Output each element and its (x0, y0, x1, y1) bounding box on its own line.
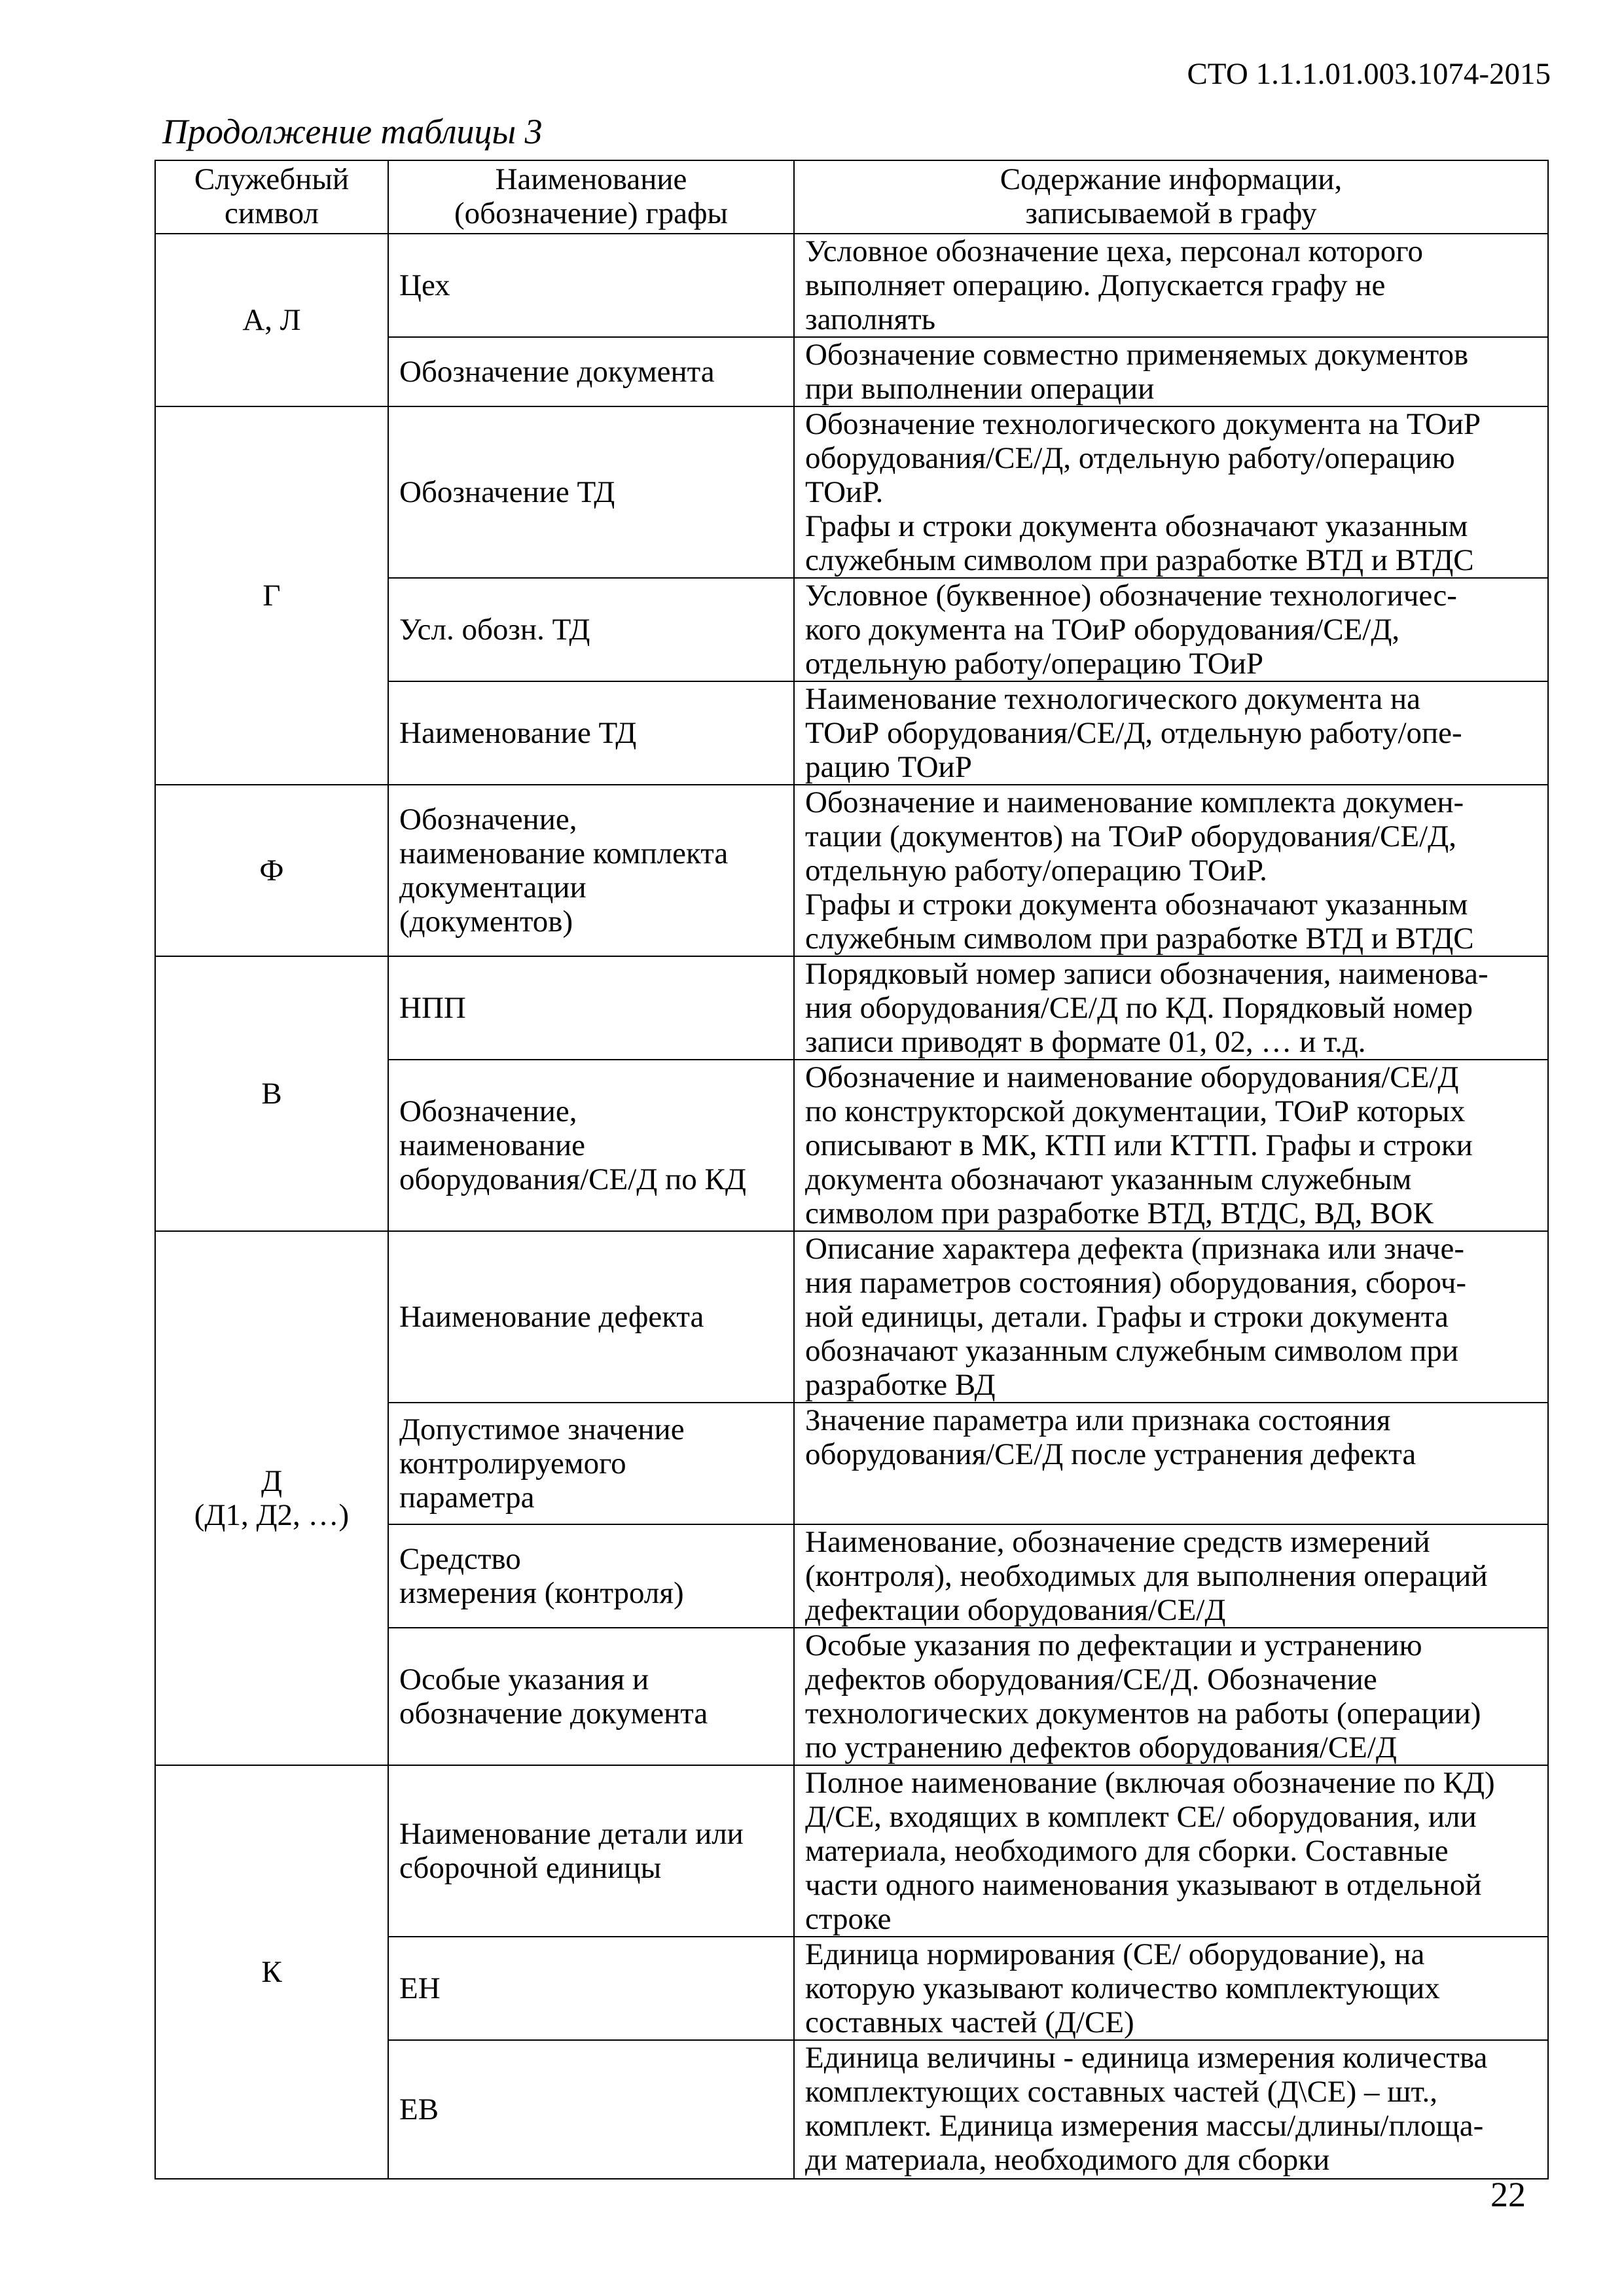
table-row (155, 1231, 1548, 1403)
symbol-cell: А, Л (155, 234, 388, 406)
document-code: СТО 1.1.1.01.003.1074-2015 (1187, 57, 1551, 91)
symbol-cell: Г (155, 406, 388, 785)
field-name-cell: НПП (388, 956, 794, 1060)
column-header-symbol: Служебный символ (155, 160, 388, 234)
field-content-cell: Порядковый номер записи обозначения, наименова- ния оборудования/СЕ/Д по КД. Порядковый номер записи приводят в формате 01, 02, … и т.д. (794, 956, 1548, 1060)
symbol-cell: К (155, 1765, 388, 2179)
field-name-cell: Допустимое значение контролируемого параметра (388, 1403, 794, 1524)
field-name-cell: Средство измерения (контроля) (388, 1524, 794, 1628)
field-content-cell: Описание характера дефекта (признака или значе- ния параметров состояния) оборудования, сбороч- ной единицы, детали. Графы и строки документа обозначают указанным служебным символом при разработке ВД (794, 1231, 1548, 1403)
page-number: 22 (1490, 2175, 1526, 2214)
field-name-cell: Обозначение, наименование оборудования/СЕ/Д по КД (388, 1060, 794, 1231)
column-header-field-name: Наименование (обозначение) графы (388, 160, 794, 234)
field-content-cell: Обозначение и наименование оборудования/СЕ/Д по конструкторской документации, ТОиР которых описывают в МК, КТП или КТТП. Графы и строки документа обозначают указанным служебным символом при разработке ВТД, ВТДС, ВД, ВОК (794, 1060, 1548, 1231)
field-name-cell: ЕН (388, 1937, 794, 2040)
field-content-cell: Обозначение и наименование комплекта докумен- тации (документов) на ТОиР оборудования/СЕ/Д, отдельную работу/операцию ТОиР. Графы и строки документа обозначают указанным служебным символом при разработке ВТД и ВТДС (794, 785, 1548, 956)
table-row (155, 234, 1548, 337)
symbol-cell: Д (Д1, Д2, …) (155, 1231, 388, 1765)
field-content-cell: Наименование технологического документа на ТОиР оборудования/СЕ/Д, отдельную работу/опе- рацию ТОиР (794, 681, 1548, 785)
table-row (155, 956, 1548, 1060)
table-row (155, 785, 1548, 956)
field-name-cell: Наименование детали или сборочной единицы (388, 1765, 794, 1937)
table-caption: Продолжение таблицы 3 (162, 112, 543, 151)
table-header-row (155, 160, 1548, 234)
field-name-cell: Наименование ТД (388, 681, 794, 785)
field-content-cell: Единица нормирования (СЕ/ оборудование), на которую указывают количество комплектующих составных частей (Д/СЕ) (794, 1937, 1548, 2040)
table-row (155, 1765, 1548, 1937)
field-content-cell: Условное обозначение цеха, персонал которого выполняет операцию. Допускается графу не заполнять (794, 234, 1548, 337)
field-name-cell: Обозначение, наименование комплекта документации (документов) (388, 785, 794, 956)
field-content-cell: Условное (буквенное) обозначение технологичес- кого документа на ТОиР оборудования/СЕ/Д, отдельную работу/операцию ТОиР (794, 578, 1548, 681)
field-content-cell: Особые указания по дефектации и устранению дефектов оборудования/СЕ/Д. Обозначение технологических документов на работы (операции) по устранению дефектов оборудования/СЕ/Д (794, 1628, 1548, 1765)
field-content-cell: Полное наименование (включая обозначение по КД) Д/СЕ, входящих в комплект СЕ/ оборудования, или материала, необходимого для сборки. Составные части одного наименования указывают в отдельной строке (794, 1765, 1548, 1937)
service-symbols-table (154, 160, 1549, 2179)
column-header-content: Содержание информации, записываемой в графу (794, 160, 1548, 234)
table-row (155, 406, 1548, 578)
field-name-cell: Обозначение документа (388, 337, 794, 406)
field-name-cell: Наименование дефекта (388, 1231, 794, 1403)
field-content-cell: Обозначение технологического документа на ТОиР оборудования/СЕ/Д, отдельную работу/операцию ТОиР. Графы и строки документа обозначают указанным служебным символом при разработке ВТД и ВТДС (794, 406, 1548, 578)
field-content-cell: Обозначение совместно применяемых документов при выполнении операции (794, 337, 1548, 406)
symbol-cell: Ф (155, 785, 388, 956)
field-content-cell: Единица величины - единица измерения количества комплектующих составных частей (Д\СЕ) – шт., комплект. Единица измерения массы/длины/площа- ди материала, необходимого для сборки (794, 2040, 1548, 2179)
field-content-cell: Наименование, обозначение средств измерений (контроля), необходимых для выполнения операций дефектации оборудования/СЕ/Д (794, 1524, 1548, 1628)
field-name-cell: ЕВ (388, 2040, 794, 2179)
field-content-cell: Значение параметра или признака состояния оборудования/СЕ/Д после устранения дефекта (794, 1403, 1548, 1524)
symbol-cell: В (155, 956, 388, 1231)
field-name-cell: Обозначение ТД (388, 406, 794, 578)
field-name-cell: Цех (388, 234, 794, 337)
field-name-cell: Усл. обозн. ТД (388, 578, 794, 681)
field-name-cell: Особые указания и обозначение документа (388, 1628, 794, 1765)
